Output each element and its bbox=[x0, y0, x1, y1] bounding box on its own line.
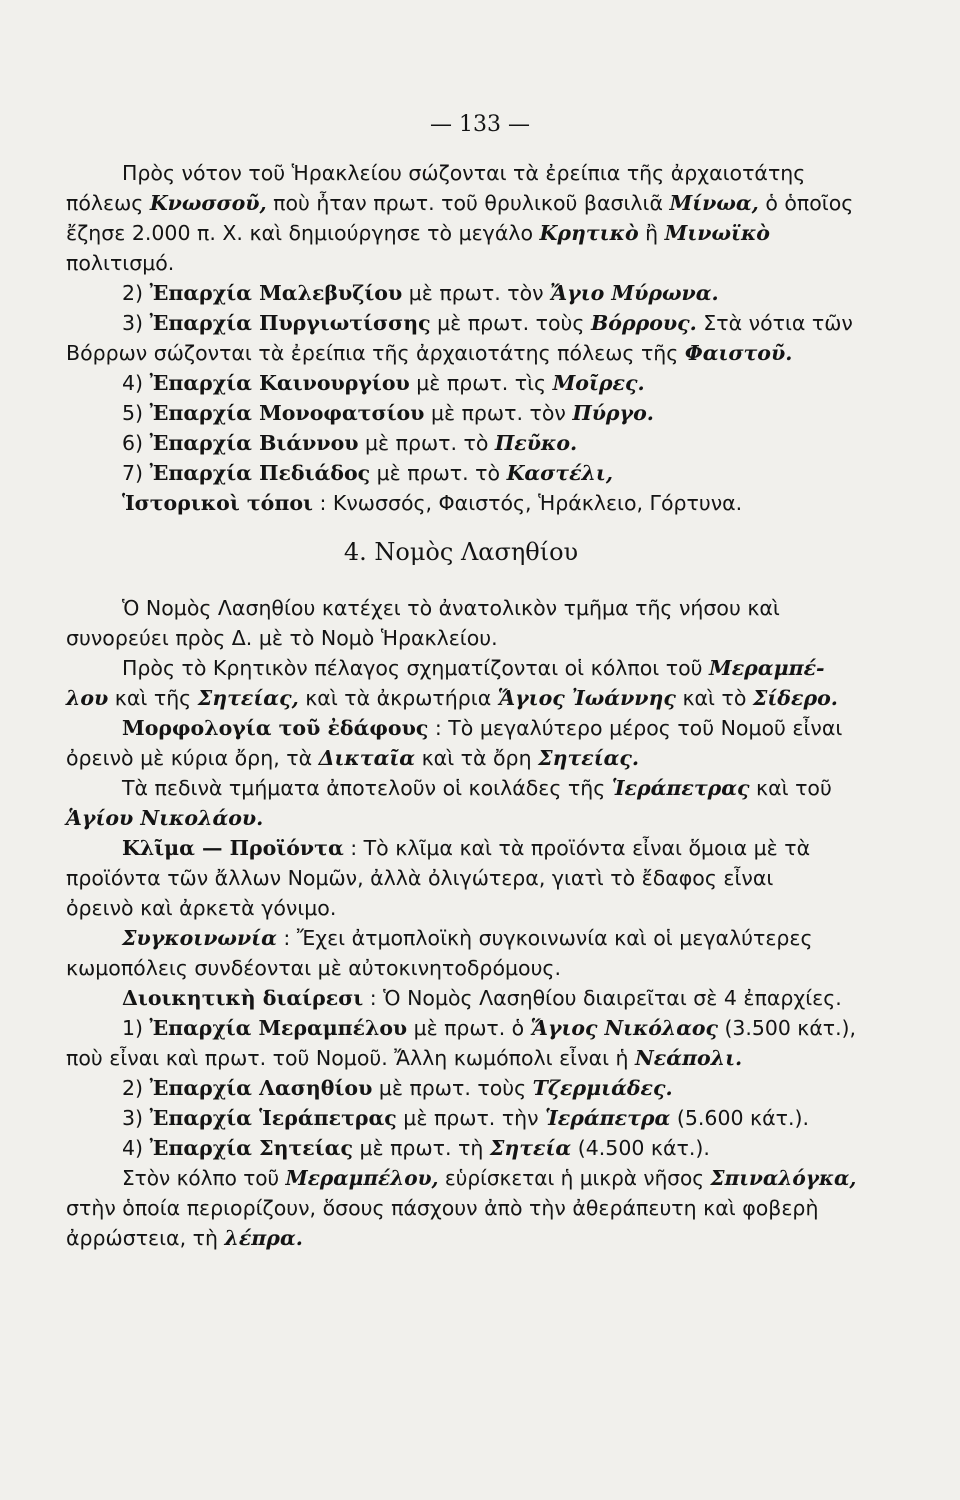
text-line: ὀρεινὸ μὲ κύρια ὄρη, τὰ Δικταῖα καὶ τὰ ὄρη Σητείας. bbox=[66, 746, 640, 770]
text-line: πόλεως Κνωσσοῦ, ποὺ ἦταν πρωτ. τοῦ θρυλικοῦ βασιλιᾶ Μίνωα, ὁ ὁποῖος bbox=[66, 191, 854, 215]
section-heading: 4. Νομὸς Λασηθίου bbox=[343, 538, 579, 566]
text-line: πολιτισμό. bbox=[66, 251, 175, 275]
text-line: Κλῖμα — Προϊόντα : Τὸ κλῖμα καὶ τὰ προϊόντα εἶναι ὅμοια μὲ τὰ bbox=[122, 836, 811, 860]
text-line: Πρὸς νότον τοῦ Ἡρακλείου σώζονται τὰ ἐρείπια τῆς ἀρχαιοτάτης bbox=[122, 161, 806, 185]
list-item: 3) Ἐπαρχία Πυργιωτίσσης μὲ πρωτ. τοὺς Βόρρους. Στὰ νότια τῶν bbox=[122, 311, 853, 335]
text-line: Τὰ πεδινὰ τμήματα ἀποτελοῦν οἱ κοιλάδες τῆς Ἱεράπετρας καὶ τοῦ bbox=[122, 776, 832, 800]
text-line: λου καὶ τῆς Σητείας, καὶ τὰ ἀκρωτήρια Ἅγιος Ἰωάννης καὶ τὸ Σίδερο. bbox=[66, 686, 838, 710]
text-line: Βόρρων σώζονται τὰ ἐρείπια τῆς ἀρχαιοτάτης πόλεως τῆς Φαιστοῦ. bbox=[66, 341, 793, 365]
text-line: Πρὸς τὸ Κρητικὸν πέλαγος σχηματίζονται οἱ κόλποι τοῦ Μεραμπέ- bbox=[122, 656, 825, 680]
text-line: Ὁ Νομὸς Λασηθίου κατέχει τὸ ἀνατολικὸν τμῆμα τῆς νήσου καὶ bbox=[122, 596, 780, 620]
text-line: Ἱστορικοὶ τόποι : Κνωσσός, Φαιστός, Ἡράκλειο, Γόρτυνα. bbox=[122, 491, 743, 515]
list-item: 3) Ἐπαρχία Ἱεράπετρας μὲ πρωτ. τὴν Ἱεράπετρα (5.600 κάτ.). bbox=[122, 1106, 810, 1130]
text-line: ποὺ εἶναι καὶ πρωτ. τοῦ Νομοῦ. Ἄλλη κωμόπολι εἶναι ἡ Νεάπολι. bbox=[66, 1046, 743, 1070]
text-line: Συγκοινωνία : Ἔχει ἀτμοπλοϊκὴ συγκοινωνία καὶ οἱ μεγαλύτερες bbox=[122, 926, 813, 950]
text-line: ἔζησε 2.000 π. Χ. καὶ δημιούργησε τὸ μεγάλο Κρητικὸ ἢ Μινωϊκὸ bbox=[66, 221, 770, 245]
list-item: 2) Ἐπαρχία Μαλεβυζίου μὲ πρωτ. τὸν Ἄγιο Μύρωνα. bbox=[122, 281, 719, 305]
list-item: 1) Ἐπαρχία Μεραμπέλου μὲ πρωτ. ὁ Ἅγιος Νικόλαος (3.500 κάτ.), bbox=[122, 1016, 857, 1040]
text-line: κωμοπόλεις συνδέονται μὲ αὐτοκινητοδρόμους. bbox=[66, 956, 561, 980]
list-item: 4) Ἐπαρχία Καινουργίου μὲ πρωτ. τὶς Μοῖρες. bbox=[122, 371, 645, 395]
text-line: Μορφολογία τοῦ ἐδάφους : Τὸ μεγαλύτερο μέρος τοῦ Νομοῦ εἶναι bbox=[122, 716, 843, 740]
list-item: 5) Ἐπαρχία Μονοφατσίου μὲ πρωτ. τὸν Πύργο. bbox=[122, 401, 654, 425]
list-item: 2) Ἐπαρχία Λασηθίου μὲ πρωτ. τοὺς Τζερμιάδες. bbox=[122, 1076, 673, 1100]
text-line: Στὸν κόλπο τοῦ Μεραμπέλου, εὑρίσκεται ἡ μικρὰ νῆσος Σπιναλόγκα, bbox=[122, 1166, 857, 1190]
page-number: — 133 — bbox=[430, 112, 530, 137]
list-item: 4) Ἐπαρχία Σητείας μὲ πρωτ. τὴ Σητεία (4.500 κάτ.). bbox=[122, 1136, 710, 1160]
text-line: Διοικητικὴ διαίρεσι : Ὁ Νομὸς Λασηθίου διαιρεῖται σὲ 4 ἐπαρχίες. bbox=[122, 986, 842, 1010]
text-line: ὀρεινὸ καὶ ἀρκετὰ γόνιμο. bbox=[66, 896, 337, 920]
text-line: στὴν ὁποία περιορίζουν, ὅσους πάσχουν ἀπὸ τὴν ἀθεράπευτη καὶ φοβερὴ bbox=[66, 1196, 819, 1220]
text-line: συνορεύει πρὸς Δ. μὲ τὸ Νομὸ Ἡρακλείου. bbox=[66, 626, 498, 650]
list-item: 7) Ἐπαρχία Πεδιάδος μὲ πρωτ. τὸ Καστέλι, bbox=[122, 461, 613, 485]
text-line: προϊόντα τῶν ἄλλων Νομῶν, ἀλλὰ ὀλιγώτερα, γιατὶ τὸ ἔδαφος εἶναι bbox=[66, 866, 774, 890]
text-line: ἀρρώστεια, τὴ λέπρα. bbox=[66, 1226, 303, 1250]
list-item: 6) Ἐπαρχία Βιάννου μὲ πρωτ. τὸ Πεῦκο. bbox=[122, 431, 578, 455]
text-line: Ἁγίου Νικολάου. bbox=[66, 806, 264, 830]
